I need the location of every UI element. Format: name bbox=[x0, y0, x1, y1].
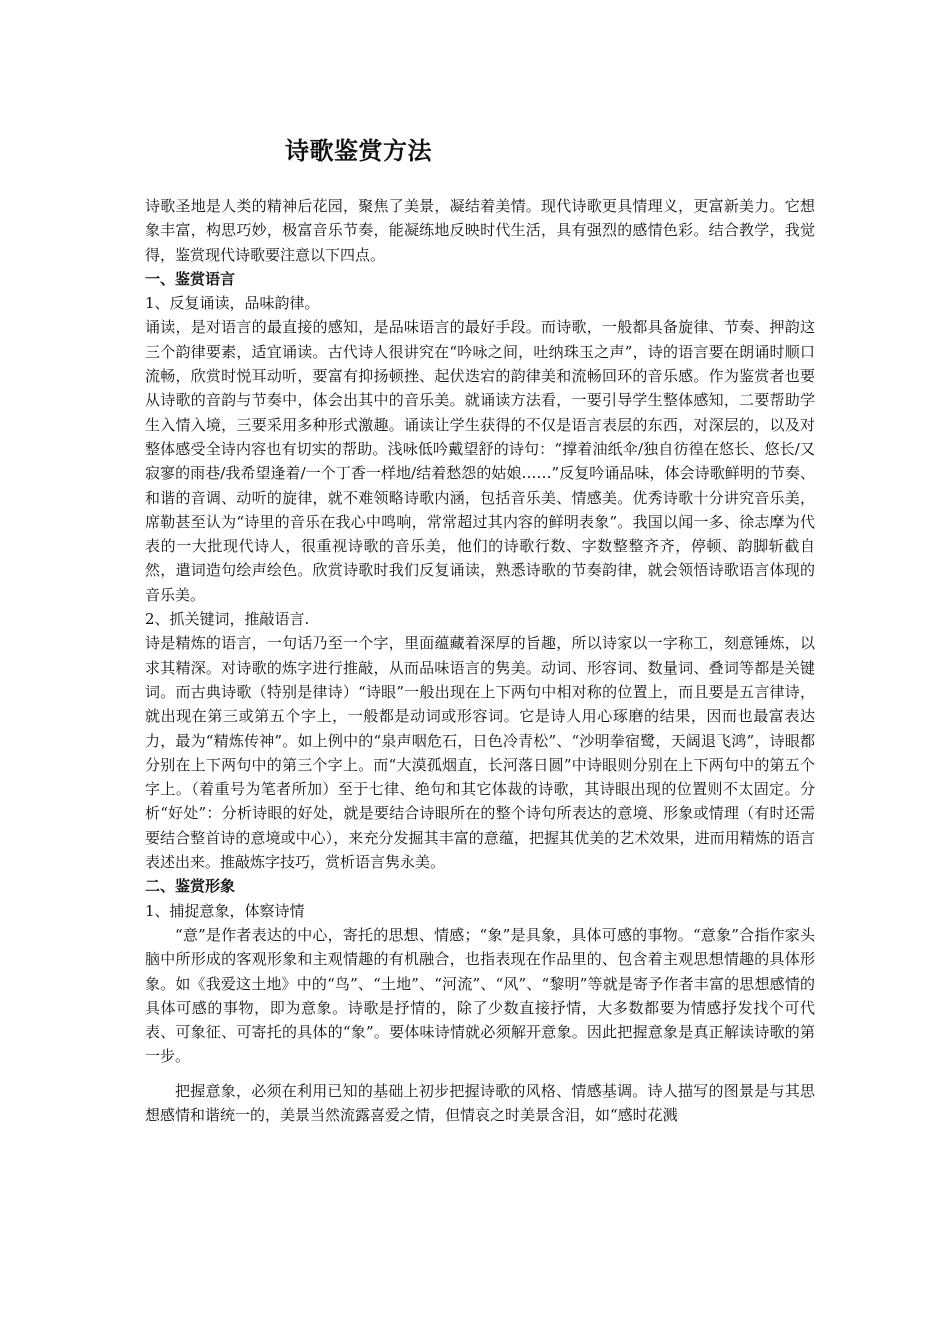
subsection-title-recitation: 1、反复诵读，品味韵律。 bbox=[145, 294, 320, 313]
subsection-title-imagery: 1、捕捉意象，体察诗情 bbox=[145, 901, 305, 920]
section-heading-imagery: 二、鉴赏形象 bbox=[145, 877, 236, 896]
paragraph-gap bbox=[145, 1069, 815, 1079]
subsection-title-keywords: 2、抓关键词，推敲语言. bbox=[145, 610, 310, 629]
document-page bbox=[145, 130, 815, 1127]
paragraph-recitation: 诵读，是对语言的最直接的感知，是品味语言的最好手段。而诗歌，一般都具备旋律、节奏、押韵这三个韵律要素，适宜诵读。古代诗人很讲究在“吟咏之间，吐纳珠玉之声”，诗的语言要在朗诵时顺口流畅，欣赏时悦耳动听，要富有抑扬顿挫、起伏迭宕的韵律美和流畅回环的音乐感。作为鉴赏者也要从诗歌的音韵与节奏中，体会出其中的音乐美。就诵读方法看，一要引导学生整体感知，二要帮助学生入情入境，三要采用多种形式激趣。诵读让学生获得的不仅是语言表层的东西，对深层的，以及对整体感受全诗内容也有切实的帮助。浅咏低吟戴望舒的诗句：“撑着油纸伞/独自彷徨在悠长、悠长/又寂寥的雨巷/我希望逢着/一个丁香一样地/结着愁怨的姑娘……”反复吟诵品味，体会诗歌鲜明的节奏、和谐的音调、动听的旋律，就不难领略诗歌内涵，包括音乐美、情感美。优秀诗歌十分讲究音乐美，席勒甚至认为“诗里的音乐在我心中鸣响，常常超过其内容的鲜明表象”。我国以闻一多、徐志摩为代表的一大批现代诗人，很重视诗歌的音乐美，他们的诗歌行数、字数整整齐齐，停顿、韵脚斩截自然，遣词造句绘声绘色。欣赏诗歌时我们反复诵读，熟悉诗歌的节奏韵律，就会领悟诗歌语言体现的音乐美。 bbox=[145, 318, 815, 604]
document-title: 诗歌鉴赏方法 bbox=[285, 137, 432, 165]
intro-paragraph: 诗歌圣地是人类的精神后花园，聚焦了美景，凝结着美情。现代诗歌更具情理义，更富新美力。它想象丰富，构思巧妙，极富音乐节奏，能凝练地反映时代生活，具有强烈的感情色彩。结合教学，我觉得，鉴赏现代诗歌要注意以下四点。 bbox=[145, 197, 815, 264]
paragraph-keywords: 诗是精炼的语言，一句话乃至一个字，里面蕴藏着深厚的旨趣，所以诗家以一字称工，刻意锤炼，以求其精深。对诗歌的炼字进行推敲，从而品味语言的隽美。动词、形容词、数量词、叠词等都是关键词。而古典诗歌（特别是律诗）“诗眼”一般出现在上下两句中相对称的位置上，而且要是五言律诗，就出现在第三或第五个字上，一般都是动词或形容词。它是诗人用心琢磨的结果，因而也最富表达力，最为“精炼传神”。如上例中的“泉声咽危石，日色冷青松”、“沙明拳宿鹭，天阔退飞鸿”，诗眼都分别在上下两句中的第三个字上。而“大漠孤烟直，长河落日圆”中诗眼则分别在上下两句中的第五个字上。（着重号为笔者所加）至于七律、绝句和其它体裁的诗歌，其诗眼出现的位置则不太固定。分析“好处”：分析诗眼的好处，就是要结合诗眼所在的整个诗句所表达的意境、形象或情理（有时还需要结合整首诗的意境或中心），来充分发掘其丰富的意蕴，把握其优美的艺术效果，进而用精炼的语言表述出来。推敲炼字技巧，赏析语言隽永美。 bbox=[145, 634, 815, 872]
title-spacer bbox=[145, 172, 815, 194]
paragraph-imagery-grasp: 把握意象，必须在利用已知的基础上初步把握诗歌的风格、情感基调。诗人描写的图景是与其思想感情和谐统一的，美景当然流露喜爱之情，但情哀之时美景含泪，如“感时花溅 bbox=[145, 1081, 815, 1124]
section-heading-language: 一、鉴赏语言 bbox=[145, 269, 236, 288]
paragraph-imagery-definition: “意”是作者表达的中心，寄托的思想、情感；“象”是具象，具体可感的事物。“意象”合指作家头脑中所形成的客观形象和主观情趣的有机融合，也指表现在作品里的、包含着主观思想情趣的具体形象。如《我爱这土地》中的“鸟”、“土地”、“河流”、“风”、“黎明”等就是寄予作者丰富的思想感情的具体可感的事物，即为意象。诗歌是抒情的，除了少数直接抒情，大多数都要为情感抒发找个可代表、可象征、可寄托的具体的“象”。要体味诗情就必须解开意象。因此把握意象是真正解读诗歌的第一步。 bbox=[145, 925, 815, 1066]
